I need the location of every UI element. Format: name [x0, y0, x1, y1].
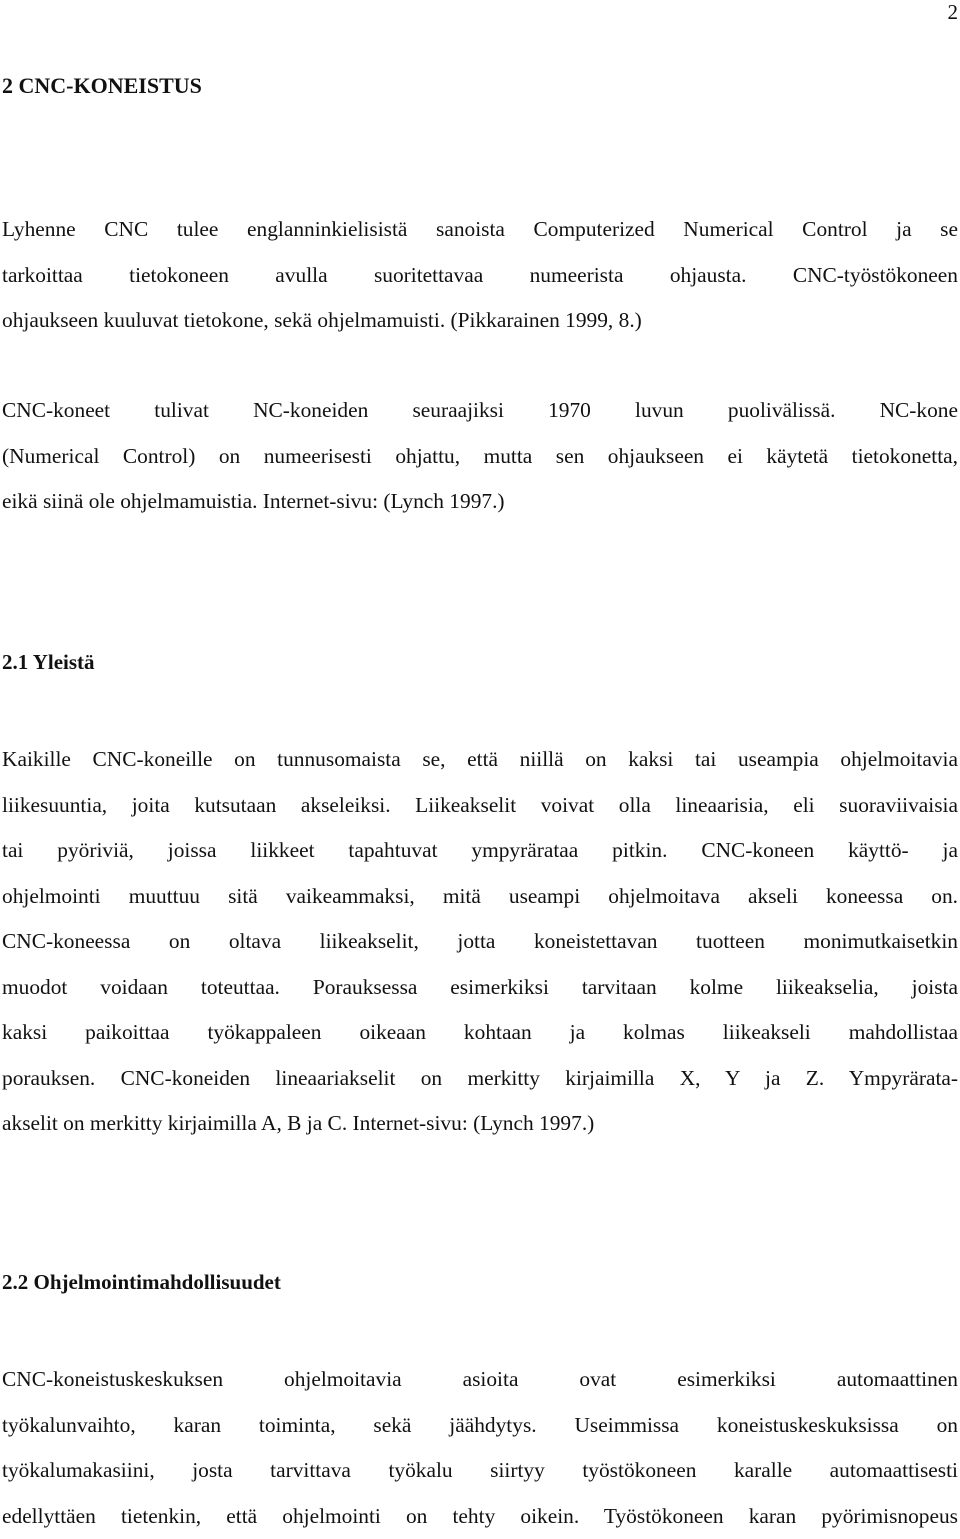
text-line: Lyhenne CNC tulee englanninkielisistä sanoista Computerized Numerical Control ja se: [2, 207, 958, 253]
text-line: kaksi paikoittaa työkappaleen oikeaan kohtaan ja kolmas liikeakseli mahdollistaa: [2, 1010, 958, 1056]
text-line: liikesuuntia, joita kutsutaan akseleiksi. Liikeakselit voivat olla lineaarisia, eli suoraviivaisia: [2, 783, 958, 829]
intro-paragraph-1: [2, 207, 958, 344]
text-line: CNC-koneistuskeskuksen ohjelmoitavia asioita ovat esimerkiksi automaattinen: [2, 1357, 958, 1403]
text-line: ohjaukseen kuuluvat tietokone, sekä ohjelmamuisti. (Pikkarainen 1999, 8.): [2, 298, 958, 344]
intro-paragraph-2: [2, 388, 958, 525]
text-line: ohjelmointi muuttuu sitä vaikeammaksi, mitä useampi ohjelmoitava akseli koneessa on.: [2, 874, 958, 920]
section-2-1-paragraph: [2, 737, 958, 1147]
section-heading-2-1: 2.1 Yleistä: [2, 648, 95, 676]
text-line: muodot voidaan toteuttaa. Porauksessa esimerkiksi tarvitaan kolme liikeakselia, joista: [2, 965, 958, 1011]
section-2-2-paragraph: [2, 1357, 958, 1539]
text-line: tarkoittaa tietokoneen avulla suoritettavaa numeerista ohjausta. CNC-työstökoneen: [2, 253, 958, 299]
text-line: Kaikille CNC-koneille on tunnusomaista se, että niillä on kaksi tai useampia ohjelmoitavia: [2, 737, 958, 783]
chapter-heading: 2 CNC-KONEISTUS: [2, 72, 202, 100]
text-line: CNC-koneet tulivat NC-koneiden seuraajiksi 1970 luvun puolivälissä. NC-kone: [2, 388, 958, 434]
text-line: (Numerical Control) on numeerisesti ohjattu, mutta sen ohjaukseen ei käytetä tietokonetta,: [2, 434, 958, 480]
text-line: akselit on merkitty kirjaimilla A, B ja C. Internet-sivu: (Lynch 1997.): [2, 1101, 958, 1147]
text-line: CNC-koneessa on oltava liikeakselit, jotta koneistettavan tuotteen monimutkaisetkin: [2, 919, 958, 965]
page-number: 2: [948, 0, 959, 24]
text-line: edellyttäen tietenkin, että ohjelmointi on tehty oikein. Työstökoneen karan pyörimisnopeus: [2, 1494, 958, 1539]
text-line: työkalumakasiini, josta tarvittava työkalu siirtyy työstökoneen karalle automaattisesti: [2, 1448, 958, 1494]
text-line: työkalunvaihto, karan toiminta, sekä jäähdytys. Useimmissa koneistuskeskuksissa on: [2, 1403, 958, 1449]
section-heading-2-2: 2.2 Ohjelmointimahdollisuudet: [2, 1268, 281, 1296]
text-line: eikä siinä ole ohjelmamuistia. Internet-sivu: (Lynch 1997.): [2, 479, 958, 525]
text-line: porauksen. CNC-koneiden lineaariakselit on merkitty kirjaimilla X, Y ja Z. Ympyrärata-: [2, 1056, 958, 1102]
text-line: tai pyöriviä, joissa liikkeet tapahtuvat ympyrärataa pitkin. CNC-koneen käyttö- ja: [2, 828, 958, 874]
